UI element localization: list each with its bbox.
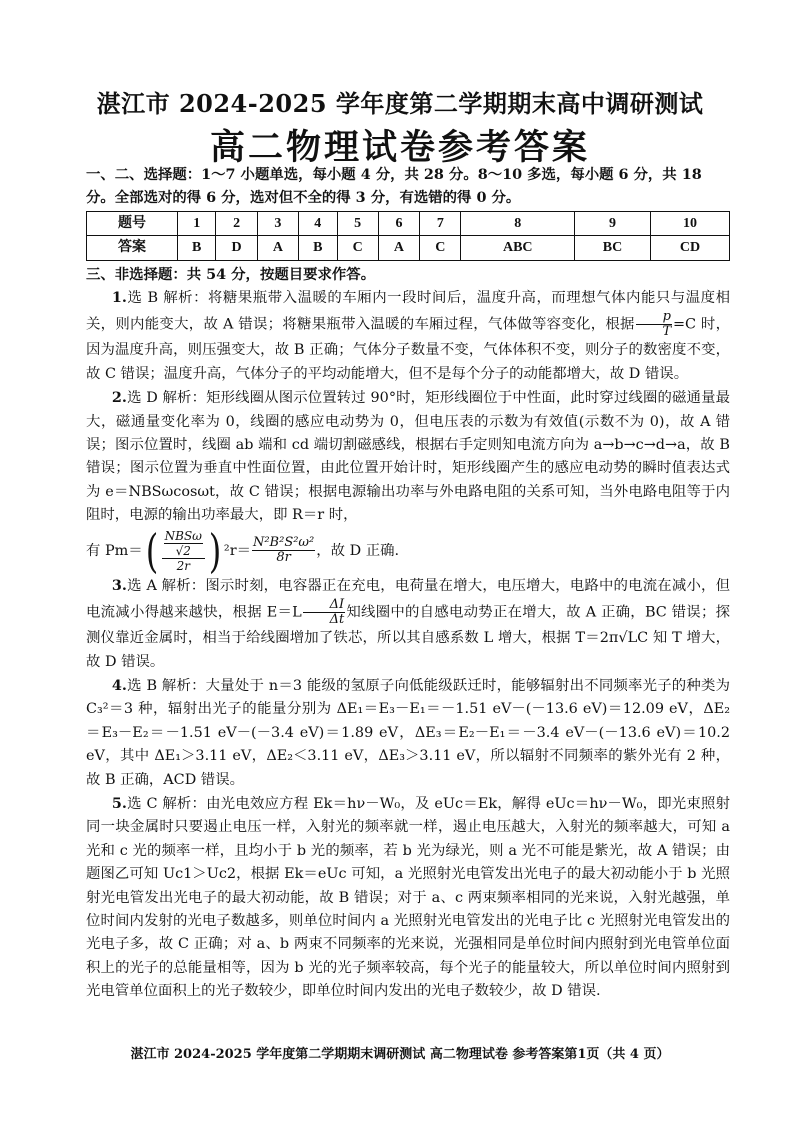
fraction-numerator: p: [636, 310, 672, 325]
table-row-answers: [87, 236, 730, 260]
section-1-intro: 一、二、选择题：1～7 小题单选，每小题 4 分，共 28 分。8～10 多选，每小题 6 分，共 18 分。全部选对的得 6 分，选对但不全的得 3 分，有选错的得 0 分。: [86, 166, 702, 207]
fraction-di-over-dt: [303, 598, 345, 627]
fraction-denominator: Δt: [329, 612, 345, 628]
question-number: 2.: [111, 389, 127, 407]
solution-2-formula: [86, 523, 730, 578]
table-cell: 2: [216, 211, 257, 235]
solution-1: [86, 286, 730, 386]
answer-table: [86, 211, 730, 261]
question-number: 5.: [111, 794, 127, 812]
exam-title: 湛江市 2024-2025 学年度第二学期期末高中调研测试: [96, 89, 704, 118]
table-cell: 6: [378, 211, 419, 235]
inner-fraction: [164, 529, 203, 558]
inner-numerator: NBSω: [164, 528, 202, 543]
formula-lead: 有 Pm＝: [86, 542, 143, 559]
question-number: 4.: [111, 676, 127, 694]
table-cell: ABC: [461, 236, 575, 260]
solution-text: 选 B 解析：大量处于 n＝3 能级的氢原子向低能级跃迁时，能够辐射出不同频率光子的种类为 C₃²＝3 种，辐射出光子的能量分别为 ΔE₁＝E₃－E₁＝－1.51 eV－(－13.6 eV)＝12.09 eV，ΔE₂＝E₃－E₂＝－1.51 eV－(－3.4 eV)＝1.89 eV，ΔE₃＝E₂－E₁＝－3.4 eV－(－13.6 eV)＝10.2 eV，其中 ΔE₁＞3.11 eV，ΔE₂＜3.11 eV，ΔE₃＞3.11 eV，所以辐射不同频率的紫外光有 2 种，故 B 正确，ACD 错误。: [86, 677, 730, 788]
table-row-numbers: [87, 211, 730, 235]
document-title: 高二物理试卷参考答案: [209, 127, 590, 168]
solution-text: 选 C 解析：由光电效应方程 Ek＝hν－W₀，及 eUc＝Ek，解得 eUc＝hν－W₀，即光束照射同一块金属时只要遏止电压一样，入射光的频率就一样，遏止电压越大，入射光的频率越大，可知 a 光和 c 光的频率一样，且均小于 b 光的频率，若 b 光为绿光，则 a 光不可能是紫光，故 A 错误；由题图乙可知 Uc1＞Uc2，根据 Ek＝eUc 可知，a 光照射光电管发出光电子的最大初动能小于 b 光照射光电管发出光电子的最大初动能，故 B 错误；对于 a、c 两束频率相同的光来说，入射光越强，单位时间内发射的光电子数越多，则单位时间内 a 光照射光电管发出的光电子比 c 光照射光电管发出的光电子多，故 C 正确；对 a、b 两束不同频率的光来说，光强相同是单位时间内照射到光电管单位面积上的光子的总能量相等，因为 b 光的光子频率较高，每个光子的能量较大，所以单位时间内照射到光电管单位面积上的光子数较少，即单位时间内发出的光电子数较少，故 D 错误.: [86, 795, 730, 1000]
formula-mid: ²r＝: [223, 542, 251, 559]
result-fraction: [252, 536, 315, 565]
table-cell: A: [378, 236, 419, 260]
power-fraction: [162, 529, 205, 573]
table-header-answer: 答案: [87, 236, 178, 260]
formula-tail: ，故 D 正确.: [316, 542, 400, 559]
solution-text: 选 A 解析：图示时刻，电容器正在充电，电荷量在增大，电压增大，电路中的电流在减小，但电流减小得越来越快，根据 E＝L: [86, 577, 730, 621]
table-cell: 1: [178, 211, 216, 235]
fraction-numerator: ΔI: [303, 598, 345, 613]
solution-4: [86, 674, 730, 792]
fraction-numerator: N²B²S²ω²: [252, 535, 315, 551]
table-cell: 8: [461, 211, 575, 235]
table-cell: C: [337, 236, 378, 260]
question-number: 3.: [111, 576, 127, 594]
solution-text: 知线圈中的自感电动势正在增大，故 A 正确，BC 错误；探测仪靠近金属时，相当于给线圈增加了铁芯，所以其自感系数 L 增大，根据 T＝2π√LC 知 T 增大，故 D 错误。: [86, 604, 730, 670]
fraction-p-over-t: [636, 310, 672, 339]
inner-denominator: √2: [175, 543, 191, 558]
fraction-denominator: T: [662, 324, 672, 340]
page-footer: 湛江市 2024-2025 学年度第二学期期末调研测试 高二物理试卷 参考答案第1页（共 4 页）: [130, 1047, 670, 1062]
table-cell: C: [420, 236, 461, 260]
answer-body: [86, 163, 730, 1004]
table-header-question: 题号: [87, 211, 178, 235]
fraction-numerator: [162, 529, 205, 559]
table-cell: 4: [299, 211, 337, 235]
table-cell: 5: [337, 211, 378, 235]
left-paren: (: [145, 523, 158, 578]
table-cell: 10: [651, 211, 730, 235]
solution-5: [86, 792, 730, 1004]
table-cell: D: [216, 236, 257, 260]
table-cell: B: [178, 236, 216, 260]
solution-text: 选 D 解析：矩形线圈从图示位置转过 90°时，矩形线圈位于中性面，此时穿过线圈的磁通量最大，磁通量变化率为 0，线圈的感应电动势为 0，但电压表的示数为有效值(示数不为 0)，故 A 错误；图示位置时，线圈 ab 端和 cd 端切割磁感线，根据右手定则知电流方向为 a→b→c→d→a，故 B 错误；图示位置为垂直中性面位置，由此位置开始计时，矩形线圈产生的感应电动势的瞬时值表达式为 e＝NBSωcosωt，故 C 错误；根据电源输出功率与外电路电阻的关系可知，当外电路电阻等于内阻时，电源的输出功率最大，即 R＝r 时，: [86, 390, 730, 524]
fraction-denominator: 8r: [276, 550, 291, 566]
solution-2: [86, 386, 730, 527]
right-paren: ): [208, 523, 222, 578]
solution-3: [86, 574, 730, 674]
table-cell: B: [299, 236, 337, 260]
table-cell: A: [257, 236, 298, 260]
section-2-heading: 三、非选择题：共 54 分，按题目要求作答。: [86, 265, 376, 283]
solution-text: 选 B 解析：将糖果瓶带入温暖的车厢内一段时间后，温度升高，而理想气体内能只与温度相关，则内能变大，故 A 错误；将糖果瓶带入温暖的车厢过程，气体做等容变化，根据: [86, 290, 730, 333]
question-number: 1.: [111, 289, 127, 307]
solution-text: =C 时，因为温度升高，则压强变大，故 B 正确；气体分子数量不变，气体体积不变，则分子的数密度不变，故 C 错误；温度升高，气体分子的平均动能增大，但不是每个分子的动能都增大，故 D 错误。: [86, 316, 730, 382]
outer-denominator: 2r: [176, 558, 190, 573]
table-cell: CD: [651, 236, 730, 260]
table-cell: 7: [420, 211, 461, 235]
table-cell: BC: [575, 236, 651, 260]
table-cell: 3: [257, 211, 298, 235]
table-cell: 9: [575, 211, 651, 235]
